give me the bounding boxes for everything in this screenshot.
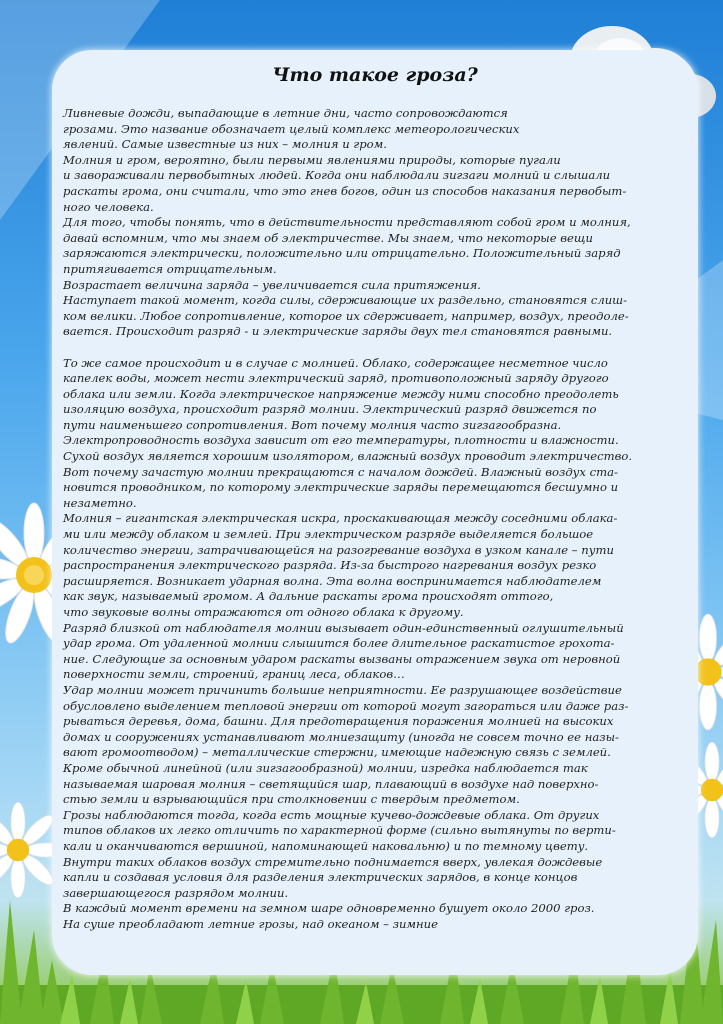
text-line: новится проводником, по которому электрические заряды перемещаются бесшумно и xyxy=(63,480,619,495)
text-line: кали и оканчиваются вершиной, напоминающей наковальню) и по темному цвету. xyxy=(63,838,589,853)
text-line: распространения электрического разряда. Из-за быстрого нагревания воздух резко xyxy=(63,558,597,573)
text-line: В каждый момент времени на земном шаре одновременно бушует около 2000 гроз. xyxy=(63,901,595,916)
text-line: пути наименьшего сопротивления. Вот почему молния часто зигзагообразна. xyxy=(63,417,562,432)
text-line: явлений. Самые известные из них – молния и гром. xyxy=(63,137,387,152)
text-line: поверхности земли, строений, границ леса, облаков… xyxy=(63,667,405,682)
text-line: Молния и гром, вероятно, были первыми явлениями природы, которые пугали xyxy=(63,152,561,167)
text-line: Удар молнии может причинить большие неприятности. Ее разрушающее воздействие xyxy=(63,682,622,697)
text-line: Ливневые дожди, выпадающие в летние дни, часто сопровождаются xyxy=(63,106,508,120)
text-line: Вот почему зачастую молнии прекращаются с началом дождей. Влажный воздух ста- xyxy=(63,464,618,479)
text-line: называемая шаровая молния – светящийся шар, плавающий в воздухе над поверхно- xyxy=(63,776,599,791)
article-body xyxy=(63,106,698,932)
text-line: ного человека. xyxy=(63,199,154,214)
text-line: Молния – гигантская электрическая искра, проскакивающая между соседними облака- xyxy=(63,511,618,526)
text-line: вают громоотводом) – металлические стержни, имеющие надежную связь с землей. xyxy=(63,745,611,760)
text-line: Электропроводность воздуха зависит от его температуры, плотности и влажности. xyxy=(63,433,619,448)
text-line: домах и сооружениях устанавливают молниезащиту (иногда не совсем точно ее назы- xyxy=(63,729,619,744)
paragraph-spacer xyxy=(63,340,698,356)
text-line: грозами. Это название обозначает целый комплекс метеорологических xyxy=(63,121,520,136)
text-line: обусловлено выделением тепловой энергии от которой могут загораться или даже раз- xyxy=(63,698,629,713)
text-line: Разряд близкой от наблюдателя молнии вызывает один-единственный оглушительный xyxy=(63,620,624,635)
text-line: ком велики. Любое сопротивление, которое их сдерживает, например, воздух, преодоле- xyxy=(63,308,629,323)
text-line: типов облаков их легко отличить по характерной форме (сильно вытянуты по верти- xyxy=(63,823,616,838)
text-line: стью земли и взрывающийся при столкновении с твердым предметом. xyxy=(63,792,520,807)
text-line: Для того, чтобы понять, что в действительности представляют собой гром и молния, xyxy=(63,215,631,230)
text-line: Сухой воздух является хорошим изолятором, влажный воздух проводит электричество. xyxy=(63,449,633,464)
text-line: и завораживали первобытных людей. Когда они наблюдали зигзаги молний и слышали xyxy=(63,168,611,183)
text-line: То же самое происходит и в случае с молнией. Облако, содержащее несметное число xyxy=(63,355,608,370)
text-line: раскаты грома, они считали, что это гнев богов, один из способов наказания первобыт- xyxy=(63,183,627,198)
text-line: Наступает такой момент, когда силы, сдерживающие их раздельно, становятся слиш- xyxy=(63,293,628,308)
text-line: облака или земли. Когда электрическое напряжение между ними способно преодолеть xyxy=(63,386,619,401)
text-line: расширяется. Возникает ударная волна. Эта волна воспринимается наблюдателем xyxy=(63,573,602,588)
text-line: капелек воды, может нести электрический заряд, противоположный заряду другого xyxy=(63,371,609,386)
text-line: На суше преобладают летние грозы, над океаном – зимние xyxy=(63,916,439,931)
text-line: завершающегося разрядом молнии. xyxy=(63,885,289,900)
text-line: ние. Следующие за основным ударом раскаты вызваны отражением звука от неровной xyxy=(63,651,621,666)
text-line: Внутри таких облаков воздух стремительно поднимается вверх, увлекая дождевые xyxy=(63,854,603,869)
text-line: количество энергии, затрачивающейся на разогревание воздуха в узком канале – пути xyxy=(63,542,614,557)
text-line: вается. Происходит разряд - и электрические заряды двух тел становятся равными. xyxy=(63,324,613,339)
text-line: притягивается отрицательным. xyxy=(63,261,277,276)
text-line: ми или между облаком и землей. При электрическом разряде выделяется большое xyxy=(63,527,594,542)
text-line: изоляцию воздуха, происходит разряд молнии. Электрический разряд движется по xyxy=(63,402,597,417)
text-line: Кроме обычной линейной (или зигзагообразной) молнии, изредка наблюдается так xyxy=(63,760,588,775)
text-line: незаметно. xyxy=(63,495,137,510)
text-line: Возрастает величина заряда – увеличивается сила притяжения. xyxy=(63,277,481,292)
text-line: рываться деревья, дома, башни. Для предотвращения поражения молнией на высоких xyxy=(63,714,614,729)
text-line: капли и создавая условия для разделения электрических зарядов, в конце концов xyxy=(63,870,578,885)
text-line: заряжаются электрически, положительно или отрицательно. Положительный заряд xyxy=(63,246,621,261)
page-title: Что такое гроза? xyxy=(272,64,478,86)
text-line: удар грома. От удаленной молнии слышится более длительное раскатистое грохота- xyxy=(63,636,615,651)
text-line: давай вспомним, что мы знаем об электричестве. Мы знаем, что некоторые вещи xyxy=(63,230,593,245)
text-line: что звуковые волны отражаются от одного облака к другому. xyxy=(63,605,464,619)
text-line: Грозы наблюдаются тогда, когда есть мощные кучево-дождевые облака. От других xyxy=(63,807,600,822)
text-line: как звук, называемый громом. А дальние раскаты грома происходят оттого, xyxy=(63,589,554,604)
